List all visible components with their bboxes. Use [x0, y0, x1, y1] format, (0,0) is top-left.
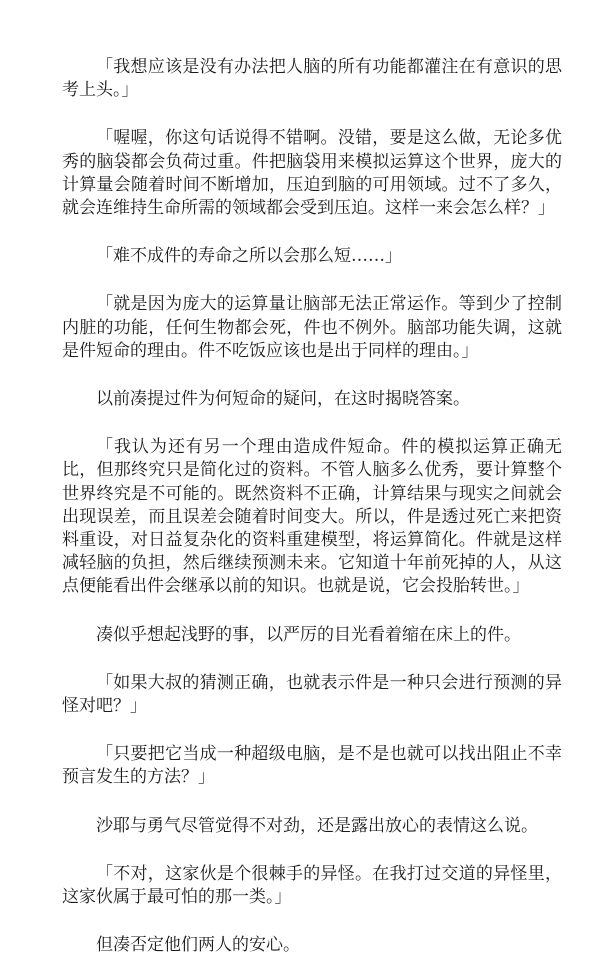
- paragraph: 「不对，这家伙是个很棘手的异怪。在我打过交道的异怪里，这家伙属于最可怕的那一类。」: [62, 863, 562, 908]
- paragraph: 但凑否定他们两人的安心。: [96, 935, 300, 956]
- paragraph: 「只要把它当成一种超级电脑，是不是也就可以找出阻止不幸预言发生的方法？」: [62, 744, 562, 788]
- paragraph: 以前凑提过件为何短命的疑问，在这时揭晓答案。: [96, 389, 470, 410]
- paragraph: 「我认为还有另一个理由造成件短命。件的模拟运算正确无比，但那终究只是简化过的资料。不管人脑多么优秀，要计算整个世界终究是不可能的。既然资料不正确，计算结果与现实之间就会出现误差，而且误差会随着时间变大。所以，件是透过死亡来把资料重设，对日益复杂化的资料重建模型，将运算简化。件就是这样减轻脑的负担，然后继续预测未来。它知道十年前死掉的人，从这点便能看出件会继承以前的知识。也就是说，它会投胎转世。」: [62, 437, 562, 597]
- paragraph: 「就是因为庞大的运算量让脑部无法正常运作。等到少了控制内脏的功能，任何生物都会死，件也不例外。脑部功能失调，这就是件短命的理由。件不吃饭应该也是出于同样的理由。」: [62, 294, 562, 361]
- document-page: [62, 56, 562, 957]
- paragraph: 「难不成件的寿命之所以会那么短……」: [96, 246, 402, 267]
- paragraph: 「如果大叔的猜测正确，也就表示件是一种只会进行预测的异怪对吧？」: [62, 672, 562, 717]
- paragraph: 「喔喔，你这句话说得不错啊。没错，要是这么做，无论多优秀的脑袋都会负荷过重。件把脑袋用来模拟运算这个世界，庞大的计算量会随着时间不断增加，压迫到脑的可用领域。过不了多久，就会连维持生命所需的领域都会受到压迫。这样一来会怎么样？」: [62, 128, 562, 219]
- paragraph: 沙耶与勇气尽管觉得不对劲，还是露出放心的表情这么说。: [96, 815, 538, 836]
- paragraph: 「我想应该是没有办法把人脑的所有功能都灌注在有意识的思考上头。」: [62, 57, 562, 101]
- paragraph: 凑似乎想起浅野的事，以严厉的目光看着缩在床上的件。: [96, 624, 521, 645]
